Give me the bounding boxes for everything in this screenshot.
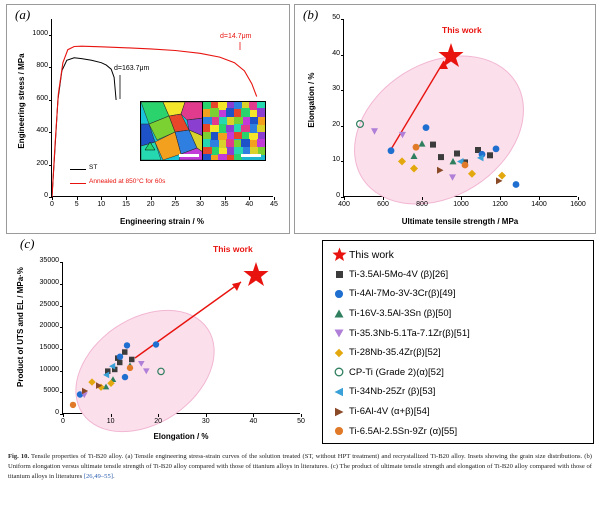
panel-a-legend-label-annealed: Annealed at 850°C for 60s bbox=[89, 178, 166, 185]
ebsd-inset-fine bbox=[202, 101, 266, 161]
panel-b-ytick-3: 30 bbox=[332, 85, 340, 93]
panel-b-label: (b) bbox=[303, 7, 319, 22]
panel-a-ytick-1: 200 bbox=[36, 159, 48, 167]
panel-c-ytick-6: 30000 bbox=[39, 278, 59, 286]
panel-a-xtick-1: 5 bbox=[74, 201, 79, 208]
panel-a-ytick-4: 800 bbox=[36, 62, 48, 70]
panel-c-plot bbox=[39, 244, 305, 425]
panel-a-xtick-6: 30 bbox=[196, 201, 204, 208]
circle-marker-icon bbox=[329, 427, 349, 435]
legend-label: Ti-34Nb-25Zr (β)[53] bbox=[349, 386, 436, 398]
legend-item-ti-6-5al-2-5sn-9zr bbox=[329, 421, 587, 441]
legend-label: Ti-28Nb-35.4Zr(β)[52] bbox=[349, 347, 441, 359]
panel-b-xtick-0: 400 bbox=[338, 201, 350, 208]
star-icon bbox=[329, 247, 349, 262]
legend-item-ti-34nb-25zr bbox=[329, 382, 587, 402]
legend-label: Ti-4Al-7Mo-3V-3Cr(β)[49] bbox=[349, 288, 456, 300]
panel-c-xtick-2: 20 bbox=[154, 418, 163, 425]
panel-b-ytick-0: 0 bbox=[336, 192, 340, 199]
panel-c-ytick-5: 25000 bbox=[39, 300, 59, 308]
panel-a-legend-line-st bbox=[70, 169, 86, 170]
caption-tail: . bbox=[112, 472, 115, 480]
panel-c-ytick-1: 5000 bbox=[43, 387, 59, 395]
circle-open-marker-icon bbox=[329, 367, 349, 377]
panel-b-xtick-4: 1200 bbox=[492, 201, 508, 208]
panel-c-xtick-3: 30 bbox=[201, 418, 210, 425]
legend-item-ti-28nb-35-4zr bbox=[329, 343, 587, 363]
legend-item-ti-3-5al-5mo-4v bbox=[329, 265, 587, 285]
panel-b bbox=[294, 4, 596, 234]
caption-figure-number: Fig. 10. bbox=[8, 453, 30, 460]
panel-b-xlabel: Ultimate tensile strength / MPa bbox=[401, 217, 519, 226]
panel-a-plot bbox=[32, 19, 278, 208]
circle-marker-icon bbox=[329, 290, 349, 298]
panel-a-ytick-2: 400 bbox=[36, 127, 48, 135]
panel-a-xtick-4: 20 bbox=[146, 201, 155, 208]
panel-a-xtick-0: 0 bbox=[50, 201, 54, 208]
panel-c-ytick-4: 20000 bbox=[39, 322, 59, 330]
panel-a-annotation-annealed: d=14.7μm bbox=[220, 33, 252, 40]
panel-a-label: (a) bbox=[15, 7, 31, 22]
panel-a-xtick-5: 25 bbox=[171, 201, 180, 208]
panel-a-ytick-5: 1000 bbox=[32, 30, 48, 37]
figure-caption bbox=[8, 452, 592, 482]
panel-a-leader-annealed bbox=[238, 41, 250, 51]
ebsd-inset-coarse bbox=[140, 101, 204, 161]
panel-c-xlabel: Elongation / % bbox=[153, 432, 209, 441]
legend-label: Ti-3.5Al-5Mo-4V (β)[26] bbox=[349, 268, 449, 280]
panel-a-xtick-2: 10 bbox=[97, 201, 106, 208]
panel-c-xtick-4: 40 bbox=[249, 418, 258, 425]
panel-a-xtick-3: 15 bbox=[122, 201, 130, 208]
legend-label: Ti-6Al-4V (α+β)[54] bbox=[349, 406, 430, 418]
caption-reference-link[interactable]: [26,49–55] bbox=[83, 472, 113, 480]
legend-item-ti-6al-4v bbox=[329, 402, 587, 422]
triangle-down-marker-icon bbox=[329, 329, 349, 338]
panel-a-xtick-8: 40 bbox=[245, 201, 254, 208]
series-legend bbox=[322, 240, 594, 444]
legend-item-this-work bbox=[329, 245, 587, 265]
panel-a-ylabel: Engineering stress / MPa bbox=[17, 53, 26, 149]
legend-label: Ti-6.5Al-2.5Sn-9Zr (α)[55] bbox=[349, 425, 458, 437]
panel-c-label: (c) bbox=[20, 236, 35, 251]
panel-c-ytick-2: 10000 bbox=[39, 365, 59, 373]
panel-a-xtick-9: 45 bbox=[270, 201, 278, 208]
legend-label: This work bbox=[349, 248, 394, 261]
panel-a-legend-label-st: ST bbox=[89, 164, 98, 171]
legend-label: CP-Ti (Grade 2)(α)[52] bbox=[349, 366, 444, 378]
legend-item-ti-4al-7mo-3v-3cr bbox=[329, 284, 587, 304]
legend-label: Ti-35.3Nb-5.1Ta-7.1Zr(β)[51] bbox=[349, 327, 470, 339]
panel-c-ylabel: Product of UTS and EL / MPa·% bbox=[16, 267, 25, 387]
panel-b-xtick-1: 600 bbox=[377, 201, 389, 208]
caption-text: Tensile properties of Ti-B20 alloy. (a) Tensile engineering stress-strain curves of the solution treated (ST, without HPT treatment) and recrystallized Ti-B20 alloy. Insets showing the grain size distributions. (b) Uniform elongation versus ultimate tensile strength of Ti-B20 alloy compared with those of titanium alloys in literatures. (c) The product of ultimate tensile strength and elongation of Ti-B20 alloy compared with those of titanium alloys in literatures bbox=[8, 453, 592, 480]
panel-c-ytick-0: 0 bbox=[55, 409, 59, 416]
legend-item-ti-16v-3-5al-3sn bbox=[329, 304, 587, 324]
panel-b-ylabel: Elongation / % bbox=[307, 72, 316, 128]
triangle-left-marker-icon bbox=[329, 387, 349, 397]
square-marker-icon bbox=[329, 271, 349, 278]
panel-a-xlabel: Engineering strain / % bbox=[119, 217, 204, 226]
panel-c-xtick-1: 10 bbox=[106, 418, 115, 425]
panel-b-ytick-2: 20 bbox=[332, 120, 340, 128]
panel-c-xtick-5: 50 bbox=[297, 418, 305, 425]
panel-b-ytick-1: 10 bbox=[332, 156, 340, 164]
panel-a bbox=[6, 4, 290, 234]
legend-item-cp-ti-grade-2 bbox=[329, 363, 587, 383]
panel-b-plot bbox=[332, 14, 586, 208]
panel-b-annotation: This work bbox=[442, 25, 482, 35]
panel-b-datapoints bbox=[344, 19, 578, 197]
panel-b-xtick-2: 800 bbox=[416, 201, 428, 208]
panel-c-ytick-3: 15000 bbox=[39, 343, 59, 351]
panel-a-legend-line-annealed bbox=[70, 183, 86, 184]
panel-a-ytick-0: 0 bbox=[44, 192, 48, 199]
panel-b-ytick-4: 40 bbox=[332, 49, 340, 57]
triangle-up-marker-icon bbox=[329, 309, 349, 318]
panel-c-annotation: This work bbox=[213, 244, 253, 254]
legend-item-ti-35-3nb-5-1ta-7-1zr bbox=[329, 323, 587, 343]
panel-b-ytick-5: 50 bbox=[332, 14, 340, 21]
panel-b-xtick-5: 1400 bbox=[531, 201, 547, 208]
panel-a-ytick-3: 600 bbox=[36, 94, 48, 102]
panel-c-xtick-0: 0 bbox=[61, 418, 65, 425]
panel-a-annotation-st: d=163.7μm bbox=[114, 65, 150, 72]
panel-a-xtick-7: 35 bbox=[220, 201, 229, 208]
panel-b-xtick-3: 1000 bbox=[453, 201, 469, 208]
panel-a-leader-st bbox=[118, 75, 132, 101]
diamond-marker-icon bbox=[329, 350, 349, 356]
panel-c-ytick-7: 35000 bbox=[39, 257, 59, 265]
legend-label: Ti-16V-3.5Al-3Sn (β)[50] bbox=[349, 308, 452, 320]
panel-c bbox=[6, 236, 316, 446]
panel-c-datapoints bbox=[63, 262, 301, 414]
panel-b-xtick-6: 1600 bbox=[570, 201, 586, 208]
triangle-right-marker-icon bbox=[329, 407, 349, 417]
